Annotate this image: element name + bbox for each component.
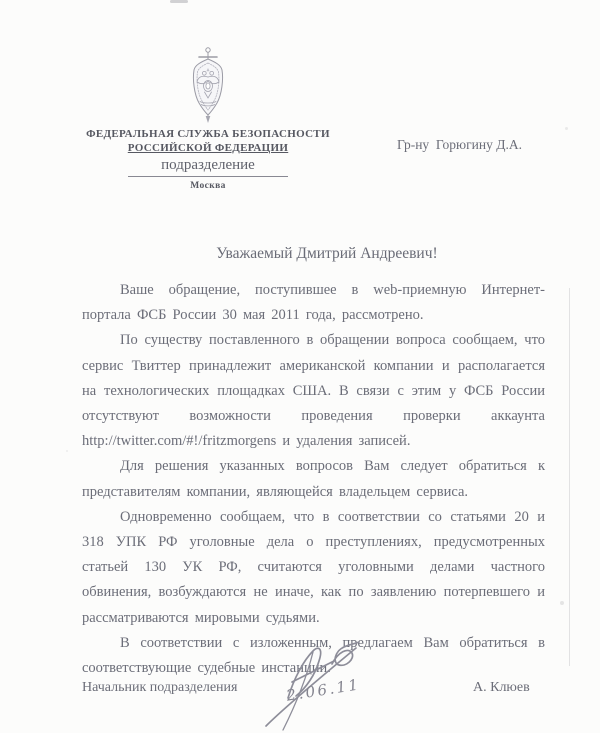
fsb-emblem-icon [185,46,231,124]
paragraph: Для решения указанных вопросов Вам следует обратиться к представителям компании, являющейся владельцем сервиса. [82,458,545,500]
paragraph: В соответствии с изложенным, предлагаем Вам обратиться в соответствующие судебные инстанции. [82,634,545,677]
salutation: Уважаемый Дмитрий Андреевич! [216,245,438,262]
handwritten-date: 2.06.11 [285,675,362,705]
city-label: Москва [190,181,226,191]
letterhead-rule [128,176,288,177]
letterhead [58,46,358,191]
signer-position-title: Начальник подразделения [82,680,238,695]
paragraph: Одновременно сообщаем, что в соответствии со статьями 20 и 318 УПК РФ уголовные дела о преступлениях, предусмотренных статьей 130 УК РФ, считаются уголовными делами частного обвинения, возбуждаются не иначе, как по заявлению потерпевшего и рассматриваются мировыми судьями. [82,508,545,626]
scan-speck [565,127,568,130]
handwritten-signature-block [236,636,396,733]
scan-speck [560,601,564,605]
scan-artifact-line [569,288,570,666]
scan-speck [170,0,188,3]
paragraph: По существу поставленного в обращении вопроса сообщаем, что сервис Твиттер принадлежит американской компании и располагается на технологических площадках США. В связи с этим у ФСБ России отсутствуют возможности проведения проверки аккаунта http://twitter.com/#!/fritzmorgens и удаления записей. [82,332,545,450]
addressee: Гр-ну Горюгину Д.А. [397,137,522,152]
unit-line: подразделение [161,157,255,173]
signer-name: А. Клюев [473,680,530,695]
paragraph: Ваше обращение, поступившее в web-приемную Интернет-портала ФСБ России 30 мая 2011 года, рассмотрено. [82,282,545,324]
letter-body [82,278,545,681]
org-name-line1: ФЕДЕРАЛЬНАЯ СЛУЖБА БЕЗОПАСНОСТИ [86,128,330,140]
org-name-line2: РОССИЙСКОЙ ФЕДЕРАЦИИ [127,142,289,154]
scan-speck [66,450,68,452]
